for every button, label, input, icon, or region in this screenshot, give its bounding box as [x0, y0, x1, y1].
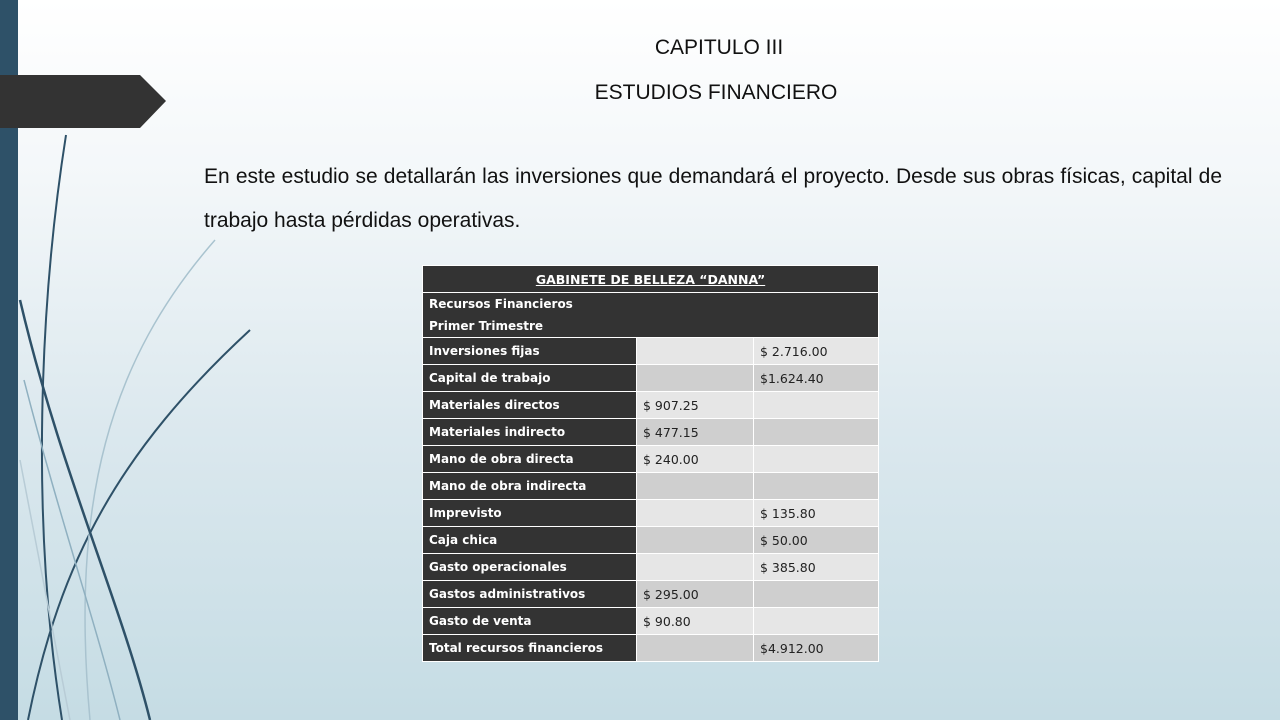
- table-row: [423, 473, 879, 500]
- row-total: $1.624.40: [754, 365, 879, 392]
- row-label: Capital de trabajo: [423, 365, 637, 392]
- row-detail: [637, 527, 754, 554]
- row-label: Materiales directos: [423, 392, 637, 419]
- row-label: Gastos administrativos: [423, 581, 637, 608]
- section-title: ESTUDIOS FINANCIERO: [594, 81, 838, 104]
- row-label: Mano de obra directa: [423, 446, 637, 473]
- row-label: Inversiones fijas: [423, 338, 637, 365]
- table-row: [423, 554, 879, 581]
- row-total: [754, 419, 879, 446]
- table-group-header: [423, 293, 879, 338]
- row-label: Gasto operacionales: [423, 554, 637, 581]
- row-detail: [637, 554, 754, 581]
- table-row: [423, 581, 879, 608]
- row-total: [754, 581, 879, 608]
- table-row: [423, 365, 879, 392]
- table-row: [423, 338, 879, 365]
- row-total: $4.912.00: [754, 635, 879, 662]
- row-total: $ 50.00: [754, 527, 879, 554]
- row-total: $ 135.80: [754, 500, 879, 527]
- row-detail: $ 295.00: [637, 581, 754, 608]
- row-detail: [637, 365, 754, 392]
- intro-paragraph: En este estudio se detallarán las inversiones que demandará el proyecto. Desde sus obras físicas, capital de trabajo hasta pérdidas operativas.: [204, 165, 1222, 232]
- row-label: Imprevisto: [423, 500, 637, 527]
- row-total: [754, 608, 879, 635]
- row-total: $ 385.80: [754, 554, 879, 581]
- row-label: Mano de obra indirecta: [423, 473, 637, 500]
- row-label: Materiales indirecto: [423, 419, 637, 446]
- row-detail: [637, 500, 754, 527]
- row-total: [754, 446, 879, 473]
- table-row: [423, 527, 879, 554]
- table-title: GABINETE DE BELLEZA “DANNA”: [423, 266, 879, 293]
- financial-resources-table: [422, 265, 879, 662]
- row-total: [754, 473, 879, 500]
- row-detail: [637, 338, 754, 365]
- table-row: [423, 446, 879, 473]
- row-detail: $ 477.15: [637, 419, 754, 446]
- table-row: [423, 500, 879, 527]
- group-line-1: Recursos Financieros: [429, 297, 573, 311]
- row-label: Total recursos financieros: [423, 635, 637, 662]
- chapter-title: CAPITULO III: [654, 36, 784, 59]
- row-detail: [637, 473, 754, 500]
- table-row: [423, 608, 879, 635]
- row-detail: $ 240.00: [637, 446, 754, 473]
- table-row: [423, 635, 879, 662]
- row-label: Gasto de venta: [423, 608, 637, 635]
- row-label: Caja chica: [423, 527, 637, 554]
- row-total: $ 2.716.00: [754, 338, 879, 365]
- table-row: [423, 392, 879, 419]
- table-row: [423, 419, 879, 446]
- row-detail: $ 90.80: [637, 608, 754, 635]
- row-detail: $ 907.25: [637, 392, 754, 419]
- row-detail: [637, 635, 754, 662]
- row-total: [754, 392, 879, 419]
- group-line-2: Primer Trimestre: [429, 319, 544, 333]
